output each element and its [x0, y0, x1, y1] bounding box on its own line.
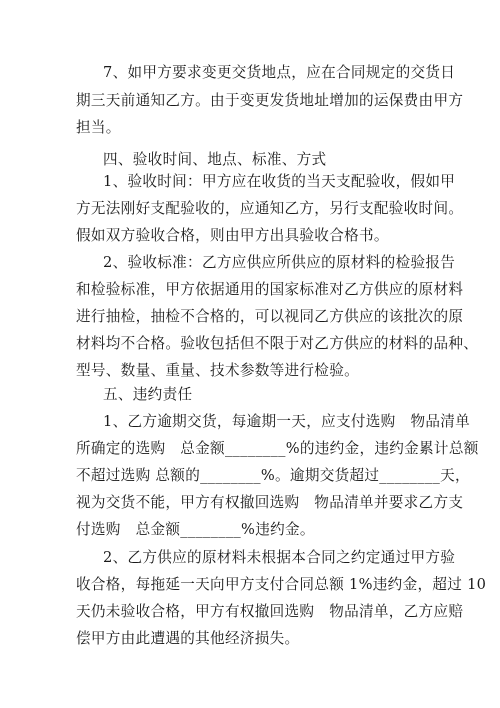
section-heading-inspection: 四、验收时间、地点、标准、方式: [103, 151, 327, 168]
inspection-standard-line-4: 材料均不合格。验收包括但不限于对乙方供应的材料的品种、: [76, 335, 479, 352]
liability-1-line-3: 不超过选购 总额的________%。逾期交货超过________天，: [76, 467, 470, 484]
inspection-time-line-1: 1、验收时间：甲方应在收货的当天支配验收，假如甲: [103, 173, 456, 190]
inspection-time-line-2: 方无法刚好支配验收的，应通知乙方，另行支配验收时间。: [76, 200, 464, 217]
inspection-standard-line-3: 进行抽检，抽检不合格的，可以视同乙方供应的该批次的原: [76, 308, 464, 325]
inspection-standard-line-1: 2、验收标准：乙方应供应所供应的原材料的检验报告: [103, 254, 456, 271]
liability-2-line-2: 收合格，每拖延一天向甲方支付合同总额 1%违约金，超过 10: [76, 576, 487, 593]
liability-2-line-3: 天仍未验收合格，甲方有权撤回选购 物品清单，乙方应赔: [76, 603, 464, 620]
section-heading-liability: 五、违约责任: [103, 386, 193, 403]
inspection-time-line-3: 假如双方验收合格，则由甲方出具验收合格书。: [76, 227, 389, 244]
liability-1-line-5: 付选购 总金额________%违约金。: [76, 521, 315, 538]
paragraph-7-line-1: 7、如甲方要求变更交货地点，应在合同规定的交货日: [103, 64, 456, 81]
liability-2-line-4: 偿甲方由此遭遇的其他经济损失。: [76, 630, 300, 647]
inspection-standard-line-5: 型号、数量、重量、技术参数等进行检验。: [76, 362, 359, 379]
liability-1-line-2: 所确定的选购 总金额________%的违约金，违约金累计总额: [76, 440, 479, 457]
liability-2-line-1: 2、乙方供应的原材料未根据本合同之约定通过甲方验: [103, 549, 456, 566]
paragraph-7-line-3: 担当。: [76, 119, 121, 136]
liability-1-line-4: 视为交货不能，甲方有权撤回选购 物品清单并要求乙方支: [76, 494, 464, 511]
inspection-standard-line-2: 和检验标准，甲方依据通用的国家标准对乙方供应的原材料: [76, 281, 464, 298]
paragraph-7-line-2: 期三天前通知乙方。由于变更发货地址增加的运保费由甲方: [76, 92, 464, 109]
liability-1-line-1: 1、乙方逾期交货，每逾期一天，应支付选购 物品清单: [103, 413, 471, 430]
